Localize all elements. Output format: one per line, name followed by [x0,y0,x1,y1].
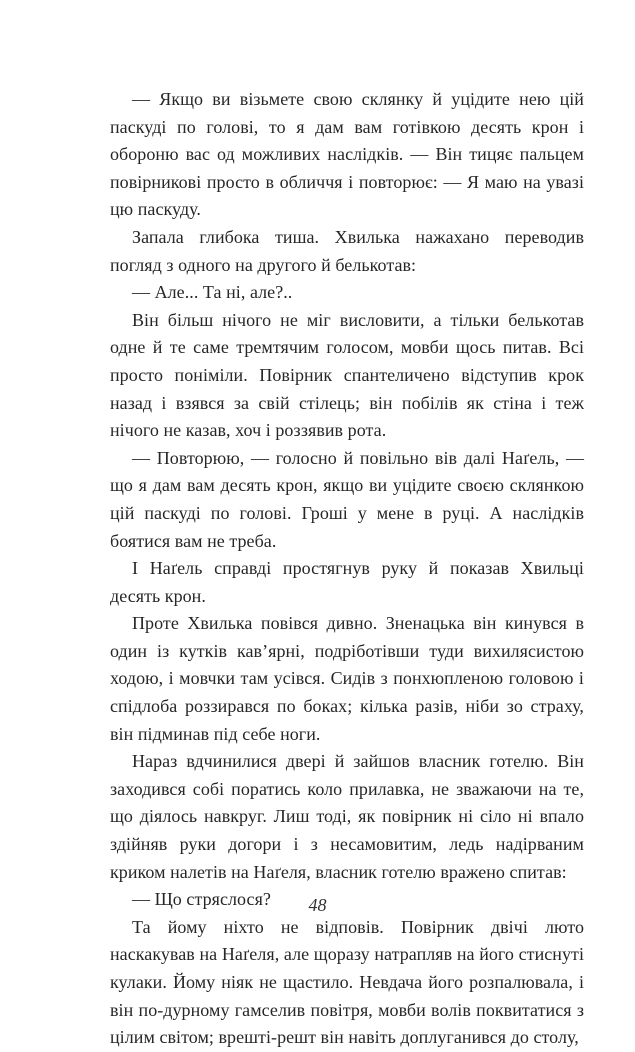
paragraph: І Наґель справді простягнув руку й показав Хвильці десять крон. [110,558,584,606]
paragraph: — Повторюю, — голосно й повільно вів далі Наґель, — що я дам вам десять крон, якщо ви уцідите своєю склянкою цій паскуді по голові. Гроші у мене в руці. А наслідків боятися вам не треба. [110,447,584,551]
paragraph: Запала глибока тиша. Хвилька нажахано переводив погляд з одного на другого й белькотав: [110,226,584,275]
paragraph: — Що стряслося? [132,889,271,910]
paragraph: Та йому ніхто не відповів. Повірник двічі люто наскакував на Наґеля, але щоразу натрапляв на його стиснуті кулаки. Йому ніяк не щастило. Невдача його розпалювала, і він по-дурному гамселив повітря, мовби волів поквитатися з цілим світом; врешті-решт він навіть доплуганився до столу, [110,916,584,1048]
page-number: 48 [308,895,327,915]
paragraph: Він більш нічого не міг висловити, а тільки белькотав одне й те саме тремтячим голосом, мовби щось питав. Всі просто поніміли. Повірник спантеличено відступив крок назад і взявся за свій стілець; він побілів як стіна і теж нічого не казав, хоч і роззявив рота. [110,309,584,441]
paragraph: Нараз вдчинилися двері й зайшов власник готелю. Він заходився собі поратись коло прилавка, не зважаючи на те, що діялось навкруг. Лиш тоді, як повірник ні сіло ні впало здійняв руки догори і з несамовитим, ледь надірваним криком налетів на Наґеля, власник готелю вражено спитав: [110,751,584,882]
paragraph: — Якщо ви візьмете свою склянку й уцідите нею цій паскуді по голові, то я дам вам готівкою десять крон і обороню вас од можливих наслідків. — Він тицяє пальцем повірникові просто в обличчя і повторює: — Я маю на увазі цю паскуду. [110,89,584,220]
paragraph: — Але... Та ні, але?.. [132,282,293,303]
paragraph: Проте Хвилька повівся дивно. Зненацька він кинувся в один із кутків кав’ярні, подріботівши туди вихилясистою ходою, і мовчки там усівся. Сидів з понхюпленою головою і спідлоба роззирався по боках; кілька разів, ніби зо страху, він підминав під себе ноги. [110,613,584,744]
